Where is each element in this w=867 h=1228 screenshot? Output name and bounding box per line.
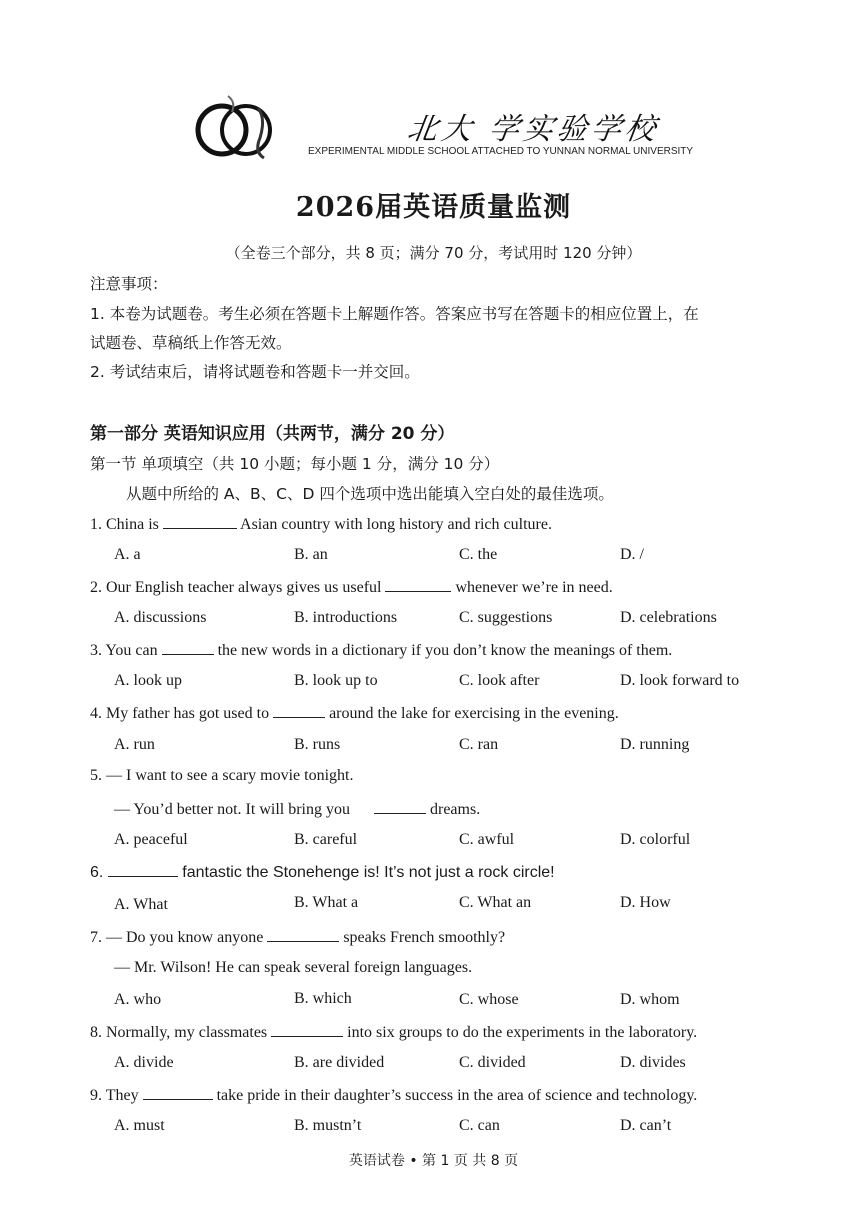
exam-title: 2026届英语质量监测 (295, 192, 572, 223)
section-1-heading: 第一节 单项填空（共 10 小题；每小题 1 分，满分 10 分） (90, 455, 500, 473)
question-stem-end: Asian country with long history and rich culture. (240, 516, 552, 533)
option-d: D. look forward to (620, 672, 740, 689)
option-c: C. whose (459, 991, 519, 1008)
option-b: B. which (294, 990, 352, 1007)
page-footer: 英语试卷 • 第 1 页 共 8 页 (348, 1153, 519, 1169)
part-1-heading: 第一部分 英语知识应用（共两节，满分 20 分） (90, 424, 455, 444)
question-2 (90, 577, 613, 597)
question-stem-start: 4. My father has got used to (90, 705, 270, 722)
question-stem-end: fantastic the Stonehenge is! It’s not just a rock circle! (182, 864, 555, 881)
question-stem-start: 9. They (90, 1087, 139, 1104)
option-d: D. whom (620, 991, 680, 1008)
school-name-english: EXPERIMENTAL MIDDLE SCHOOL ATTACHED TO YUNNAN NORMAL UNIVERSITY (308, 146, 694, 157)
question-stem-end: dreams. (430, 801, 481, 818)
option-c: C. the (459, 546, 498, 563)
answer-blank (108, 862, 178, 877)
question-stem-start: 7. — Do you know anyone (90, 929, 264, 946)
question-stem-end: speaks French smoothly? (343, 929, 506, 946)
question-stem-end: whenever we’re in need. (455, 579, 613, 596)
question-8 (90, 1022, 697, 1042)
option-c: C. look after (459, 672, 540, 689)
option-c: C. awful (459, 831, 515, 848)
notice-item-1-line-2: 试题卷、草稿纸上作答无效。 (90, 334, 292, 352)
question-4 (90, 703, 619, 723)
option-c: C. What an (459, 894, 532, 911)
question-1 (90, 514, 552, 534)
question-5-line-2 (114, 799, 480, 819)
option-a: A. divide (114, 1054, 174, 1071)
question-stem-start: — You’d better not. It will bring you (114, 801, 350, 818)
option-d: D. divides (620, 1054, 686, 1071)
question-stem-end: take pride in their daughter’s success in the area of science and technology. (216, 1087, 698, 1104)
answer-blank (273, 703, 325, 718)
notice-item-2: 2. 考试结束后，请将试题卷和答题卡一并交回。 (90, 363, 420, 381)
option-a: A. look up (114, 672, 182, 689)
question-stem-start: 2. Our English teacher always gives us useful (90, 579, 382, 596)
option-c: C. divided (459, 1054, 526, 1071)
question-stem-start: 8. Normally, my classmates (90, 1024, 268, 1041)
option-b: B. an (294, 546, 328, 563)
option-c: C. can (459, 1117, 500, 1134)
exam-info: （全卷三个部分，共 8 页；满分 70 分，考试用时 120 分钟） (225, 244, 642, 262)
option-b: B. What a (294, 894, 359, 911)
option-b: B. introductions (294, 609, 398, 626)
question-stem-start: 1. China is (90, 516, 159, 533)
answer-blank (385, 577, 451, 592)
option-d: D. How (620, 894, 671, 911)
question-stem-start: 6. (90, 864, 104, 881)
option-d: D. celebrations (620, 609, 717, 626)
question-stem-end: the new words in a dictionary if you don’t know the meanings of them. (217, 642, 673, 659)
answer-blank (162, 640, 214, 655)
question-7 (90, 927, 505, 947)
option-a: A. a (114, 546, 141, 563)
answer-blank (374, 799, 426, 814)
question-3 (90, 640, 672, 660)
option-a: A. peaceful (114, 831, 188, 848)
option-d: D. / (620, 546, 644, 563)
option-d: D. colorful (620, 831, 691, 848)
question-6 (90, 862, 555, 882)
school-logo (188, 88, 308, 163)
question-stem-end: around the lake for exercising in the evening. (329, 705, 619, 722)
option-b: B. careful (294, 831, 358, 848)
school-name-chinese: 北大 学实验学校 (405, 112, 662, 147)
question-stem-end: into six groups to do the experiments in the laboratory. (347, 1024, 698, 1041)
option-a: A. run (114, 736, 155, 753)
instruction: 从题中所给的 A、B、C、D 四个选项中选出能填入空白处的最佳选项。 (126, 485, 614, 503)
option-a: A. What (114, 896, 168, 913)
option-b: B. are divided (294, 1054, 385, 1071)
answer-blank (267, 927, 339, 942)
notice-heading: 注意事项： (90, 275, 168, 293)
option-b: B. mustn’t (294, 1117, 362, 1134)
question-stem-start: 3. You can (90, 642, 158, 659)
option-c: C. suggestions (459, 609, 553, 626)
answer-blank (163, 514, 237, 529)
question-9 (90, 1085, 697, 1105)
option-a: A. must (114, 1117, 165, 1134)
option-b: B. look up to (294, 672, 378, 689)
option-d: D. running (620, 736, 690, 753)
notice-item-1-line-1: 1. 本卷为试题卷。考生必须在答题卡上解题作答。答案应书写在答题卡的相应位置上，在 (90, 305, 699, 323)
question-7-line-2: — Mr. Wilson! He can speak several foreign languages. (114, 959, 473, 976)
option-b: B. runs (294, 736, 341, 753)
option-a: A. discussions (114, 609, 207, 626)
option-a: A. who (114, 991, 162, 1008)
answer-blank (143, 1085, 213, 1100)
answer-blank (271, 1022, 343, 1037)
option-c: C. ran (459, 736, 499, 753)
question-5-line-1: 5. — I want to see a scary movie tonight. (90, 767, 354, 784)
option-d: D. can’t (620, 1117, 672, 1134)
